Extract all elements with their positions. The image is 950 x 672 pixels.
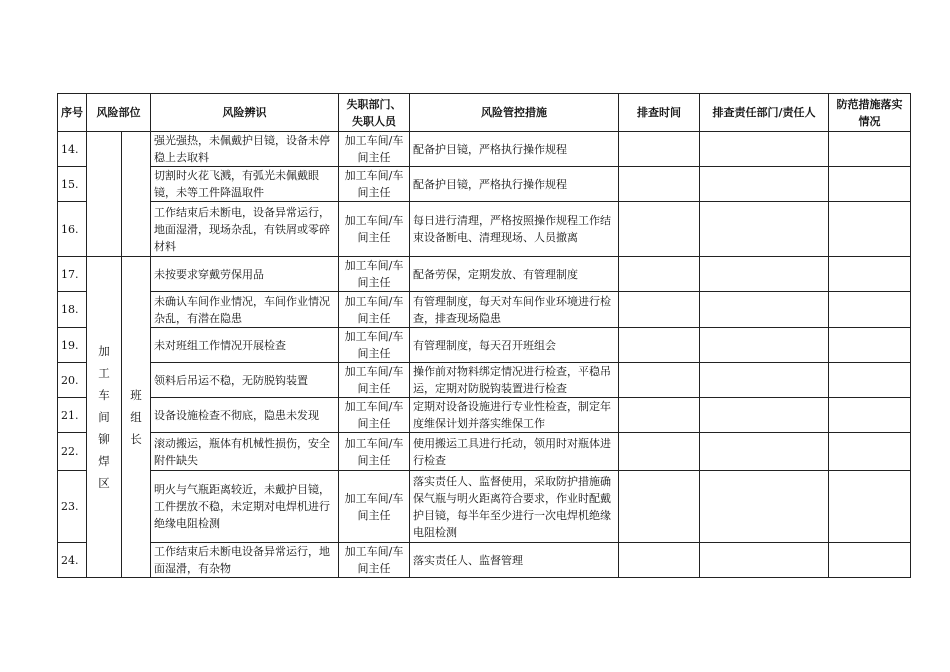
row-no: 17. (58, 257, 87, 292)
responsible-dept: 加工车间/车间主任 (339, 363, 410, 398)
table-row (58, 328, 911, 363)
check-responsible-cell (700, 543, 829, 578)
header-measures: 风险管控措施 (410, 94, 619, 132)
responsible-dept: 加工车间/车间主任 (339, 202, 410, 257)
risk-identify: 滚动搬运，瓶体有机械性损伤，安全附件缺失 (151, 433, 339, 471)
control-measures: 每日进行清理，严格按照操作规程工作结束设备断电、清理现场、人员撤离 (410, 202, 619, 257)
check-responsible-cell (700, 471, 829, 543)
role-cell-b (122, 257, 151, 578)
control-measures: 操作前对物料绑定情况进行检查，平稳吊运，定期对防脱钩装置进行检查 (410, 363, 619, 398)
check-time-cell (619, 471, 700, 543)
risk-identify: 未按要求穿戴劳保用品 (151, 257, 339, 292)
control-measures: 定期对设备设施进行专业性检查，制定年度维保计划并落实维保工作 (410, 398, 619, 433)
responsible-dept: 加工车间/车间主任 (339, 132, 410, 167)
responsible-dept: 加工车间/车间主任 (339, 257, 410, 292)
header-responsible: 排查责任部门/责任人 (700, 94, 829, 132)
check-time-cell (619, 132, 700, 167)
check-responsible-cell (700, 433, 829, 471)
area-cell-b (87, 257, 122, 578)
table-row (58, 543, 911, 578)
table-row (58, 257, 911, 292)
check-responsible-cell (700, 292, 829, 328)
risk-identify: 未确认车间作业情况，车间作业情况杂乱，有潜在隐患 (151, 292, 339, 328)
check-responsible-cell (700, 398, 829, 433)
row-no: 14. (58, 132, 87, 167)
check-time-cell (619, 167, 700, 202)
header-no: 序号 (58, 94, 87, 132)
status-cell (829, 433, 911, 471)
check-time-cell (619, 433, 700, 471)
row-no: 21. (58, 398, 87, 433)
status-cell (829, 328, 911, 363)
status-cell (829, 167, 911, 202)
status-cell (829, 292, 911, 328)
area-cell-a (87, 132, 122, 257)
table-row (58, 363, 911, 398)
check-responsible-cell (700, 167, 829, 202)
row-no: 24. (58, 543, 87, 578)
table-row (58, 433, 911, 471)
row-no: 20. (58, 363, 87, 398)
table-row (58, 167, 911, 202)
header-time: 排查时间 (619, 94, 700, 132)
check-responsible-cell (700, 363, 829, 398)
header-row (58, 94, 911, 132)
row-no: 22. (58, 433, 87, 471)
control-measures: 配备护目镜，严格执行操作规程 (410, 132, 619, 167)
check-time-cell (619, 363, 700, 398)
check-time-cell (619, 543, 700, 578)
check-responsible-cell (700, 202, 829, 257)
control-measures: 落实责任人、监督管理 (410, 543, 619, 578)
responsible-dept: 加工车间/车间主任 (339, 433, 410, 471)
risk-table (57, 93, 911, 578)
responsible-dept: 加工车间/车间主任 (339, 543, 410, 578)
control-measures: 有管理制度，每天对车间作业环境进行检查，排查现场隐患 (410, 292, 619, 328)
row-no: 23. (58, 471, 87, 543)
table-row (58, 471, 911, 543)
row-no: 19. (58, 328, 87, 363)
check-time-cell (619, 328, 700, 363)
row-no: 16. (58, 202, 87, 257)
control-measures: 有管理制度，每天召开班组会 (410, 328, 619, 363)
role-cell-a (122, 132, 151, 257)
check-time-cell (619, 257, 700, 292)
row-no: 18. (58, 292, 87, 328)
risk-identify: 工作结束后未断电设备异常运行，地面湿滑，有杂物 (151, 543, 339, 578)
risk-identify: 强光强热，未佩戴护目镜，设备未停稳上去取料 (151, 132, 339, 167)
check-time-cell (619, 398, 700, 433)
control-measures: 配备劳保，定期发放、有管理制度 (410, 257, 619, 292)
risk-identify: 领料后吊运不稳，无防脱钩装置 (151, 363, 339, 398)
header-status: 防范措施落实情况 (829, 94, 911, 132)
header-dept: 失职部门、失职人员 (339, 94, 410, 132)
control-measures: 配备护目镜，严格执行操作规程 (410, 167, 619, 202)
control-measures: 落实责任人、监督使用，采取防护措施确保气瓶与明火距离符合要求，作业时配戴护目镜，每半年至少进行一次电焊机绝缘电阻检测 (410, 471, 619, 543)
responsible-dept: 加工车间/车间主任 (339, 328, 410, 363)
risk-identify: 切割时火花飞溅，有弧光未佩戴眼镜，未等工件降温取件 (151, 167, 339, 202)
responsible-dept: 加工车间/车间主任 (339, 292, 410, 328)
check-time-cell (619, 292, 700, 328)
table-row (58, 202, 911, 257)
header-area: 风险部位 (87, 94, 151, 132)
risk-identify: 明火与气瓶距离较近，未戴护目镜，工件摆放不稳，未定期对电焊机进行绝缘电阻检测 (151, 471, 339, 543)
status-cell (829, 543, 911, 578)
table-row (58, 292, 911, 328)
control-measures: 使用搬运工具进行托动，领用时对瓶体进行检查 (410, 433, 619, 471)
risk-identify: 工作结束后未断电，设备异常运行，地面湿滑，现场杂乱，有铁屑或零碎材料 (151, 202, 339, 257)
check-responsible-cell (700, 257, 829, 292)
risk-identify: 设备设施检查不彻底，隐患未发现 (151, 398, 339, 433)
check-time-cell (619, 202, 700, 257)
status-cell (829, 398, 911, 433)
check-responsible-cell (700, 132, 829, 167)
responsible-dept: 加工车间/车间主任 (339, 398, 410, 433)
status-cell (829, 257, 911, 292)
table-row (58, 398, 911, 433)
status-cell (829, 202, 911, 257)
responsible-dept: 加工车间/车间主任 (339, 167, 410, 202)
role-label: 班组长 (130, 388, 142, 446)
row-no: 15. (58, 167, 87, 202)
status-cell (829, 132, 911, 167)
table-row (58, 132, 911, 167)
area-label: 加工车间铆焊区 (98, 344, 110, 490)
responsible-dept: 加工车间/车间主任 (339, 471, 410, 543)
check-responsible-cell (700, 328, 829, 363)
risk-identify: 未对班组工作情况开展检查 (151, 328, 339, 363)
status-cell (829, 471, 911, 543)
header-identify: 风险辨识 (151, 94, 339, 132)
status-cell (829, 363, 911, 398)
